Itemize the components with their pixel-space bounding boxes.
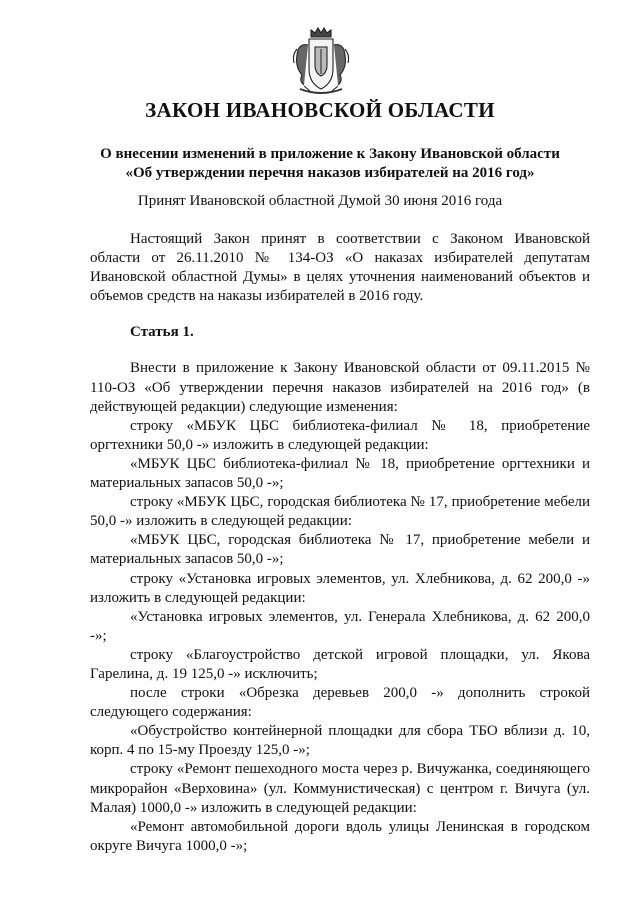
intro-paragraph: Настоящий Закон принят в соответствии с Законом Ивановской области от 26.11.2010 № 134-ОЗ «О наказах избирателей депутатам Ивановской областной Думы» в целях уточнения наименований объектов и объемов средств на наказы избирателей в 2016 году.	[90, 231, 590, 305]
body-paragraph: строку «Ремонт пешеходного моста через р. Вичужанка, соединяющего микрорайон «Верховина» (ул. Коммунистическая) с центром г. Вичуга (ул. Малая) 1000,0 -» изложить в следующей редакции:	[90, 761, 590, 816]
law-title: ЗАКОН ИВАНОВСКОЙ ОБЛАСТИ	[145, 98, 495, 122]
body-paragraph: после строки «Обрезка деревьев 200,0 -» дополнить строкой следующего содержания:	[90, 685, 590, 721]
body-paragraph: строку «МБУК ЦБС, городская библиотека № 17, приобретение мебели 50,0 -» изложить в следующей редакции:	[90, 494, 590, 530]
law-body	[90, 230, 590, 856]
body-paragraph: «Ремонт автомобильной дороги вдоль улицы Ленинская в городском округе Вичуга 1000,0 -»;	[90, 818, 590, 854]
body-paragraph: Внести в приложение к Закону Ивановской области от 09.11.2015 № 110-ОЗ «Об утверждении перечня наказов избирателей на 2016 год» (в действующей редакции) следующие изменения:	[90, 360, 590, 415]
law-subtitle	[80, 145, 580, 183]
body-paragraph: строку «МБУК ЦБС библиотека-филиал № 18, приобретение оргтехники 50,0 -» изложить в следующей редакции:	[90, 417, 590, 453]
article-heading: Статья 1.	[130, 324, 194, 341]
body-paragraph: строку «Установка игровых элементов, ул. Хлебникова, д. 62 200,0 -» изложить в следующей редакции:	[90, 570, 590, 606]
body-paragraph: «Установка игровых элементов, ул. Генерала Хлебникова, д. 62 200,0 -»;	[90, 608, 590, 644]
law-subtitle-line-1: О внесении изменений в приложение к Закону Ивановской области	[100, 146, 560, 162]
adoption-note: Принят Ивановской областной Думой 30 июня 2016 года	[137, 193, 503, 209]
coat-of-arms-icon	[288, 25, 354, 99]
body-paragraph: «МБУК ЦБС, городская библиотека № 17, приобретение мебели и материальных запасов 50,0 -»;	[90, 532, 590, 568]
body-paragraph: строку «Благоустройство детской игровой площадки, ул. Якова Гарелина, д. 19 125,0 -» исключить;	[90, 646, 590, 682]
body-paragraph: «Обустройство контейнерной площадки для сбора ТБО вблизи д. 10, корп. 4 по 15-му Проезду 125,0 -»;	[90, 723, 590, 759]
body-paragraph: «МБУК ЦБС библиотека-филиал № 18, приобретение оргтехники и материальных запасов 50,0 -»;	[90, 455, 590, 492]
law-subtitle-line-2: «Об утверждении перечня наказов избирателей на 2016 год»	[125, 165, 535, 181]
